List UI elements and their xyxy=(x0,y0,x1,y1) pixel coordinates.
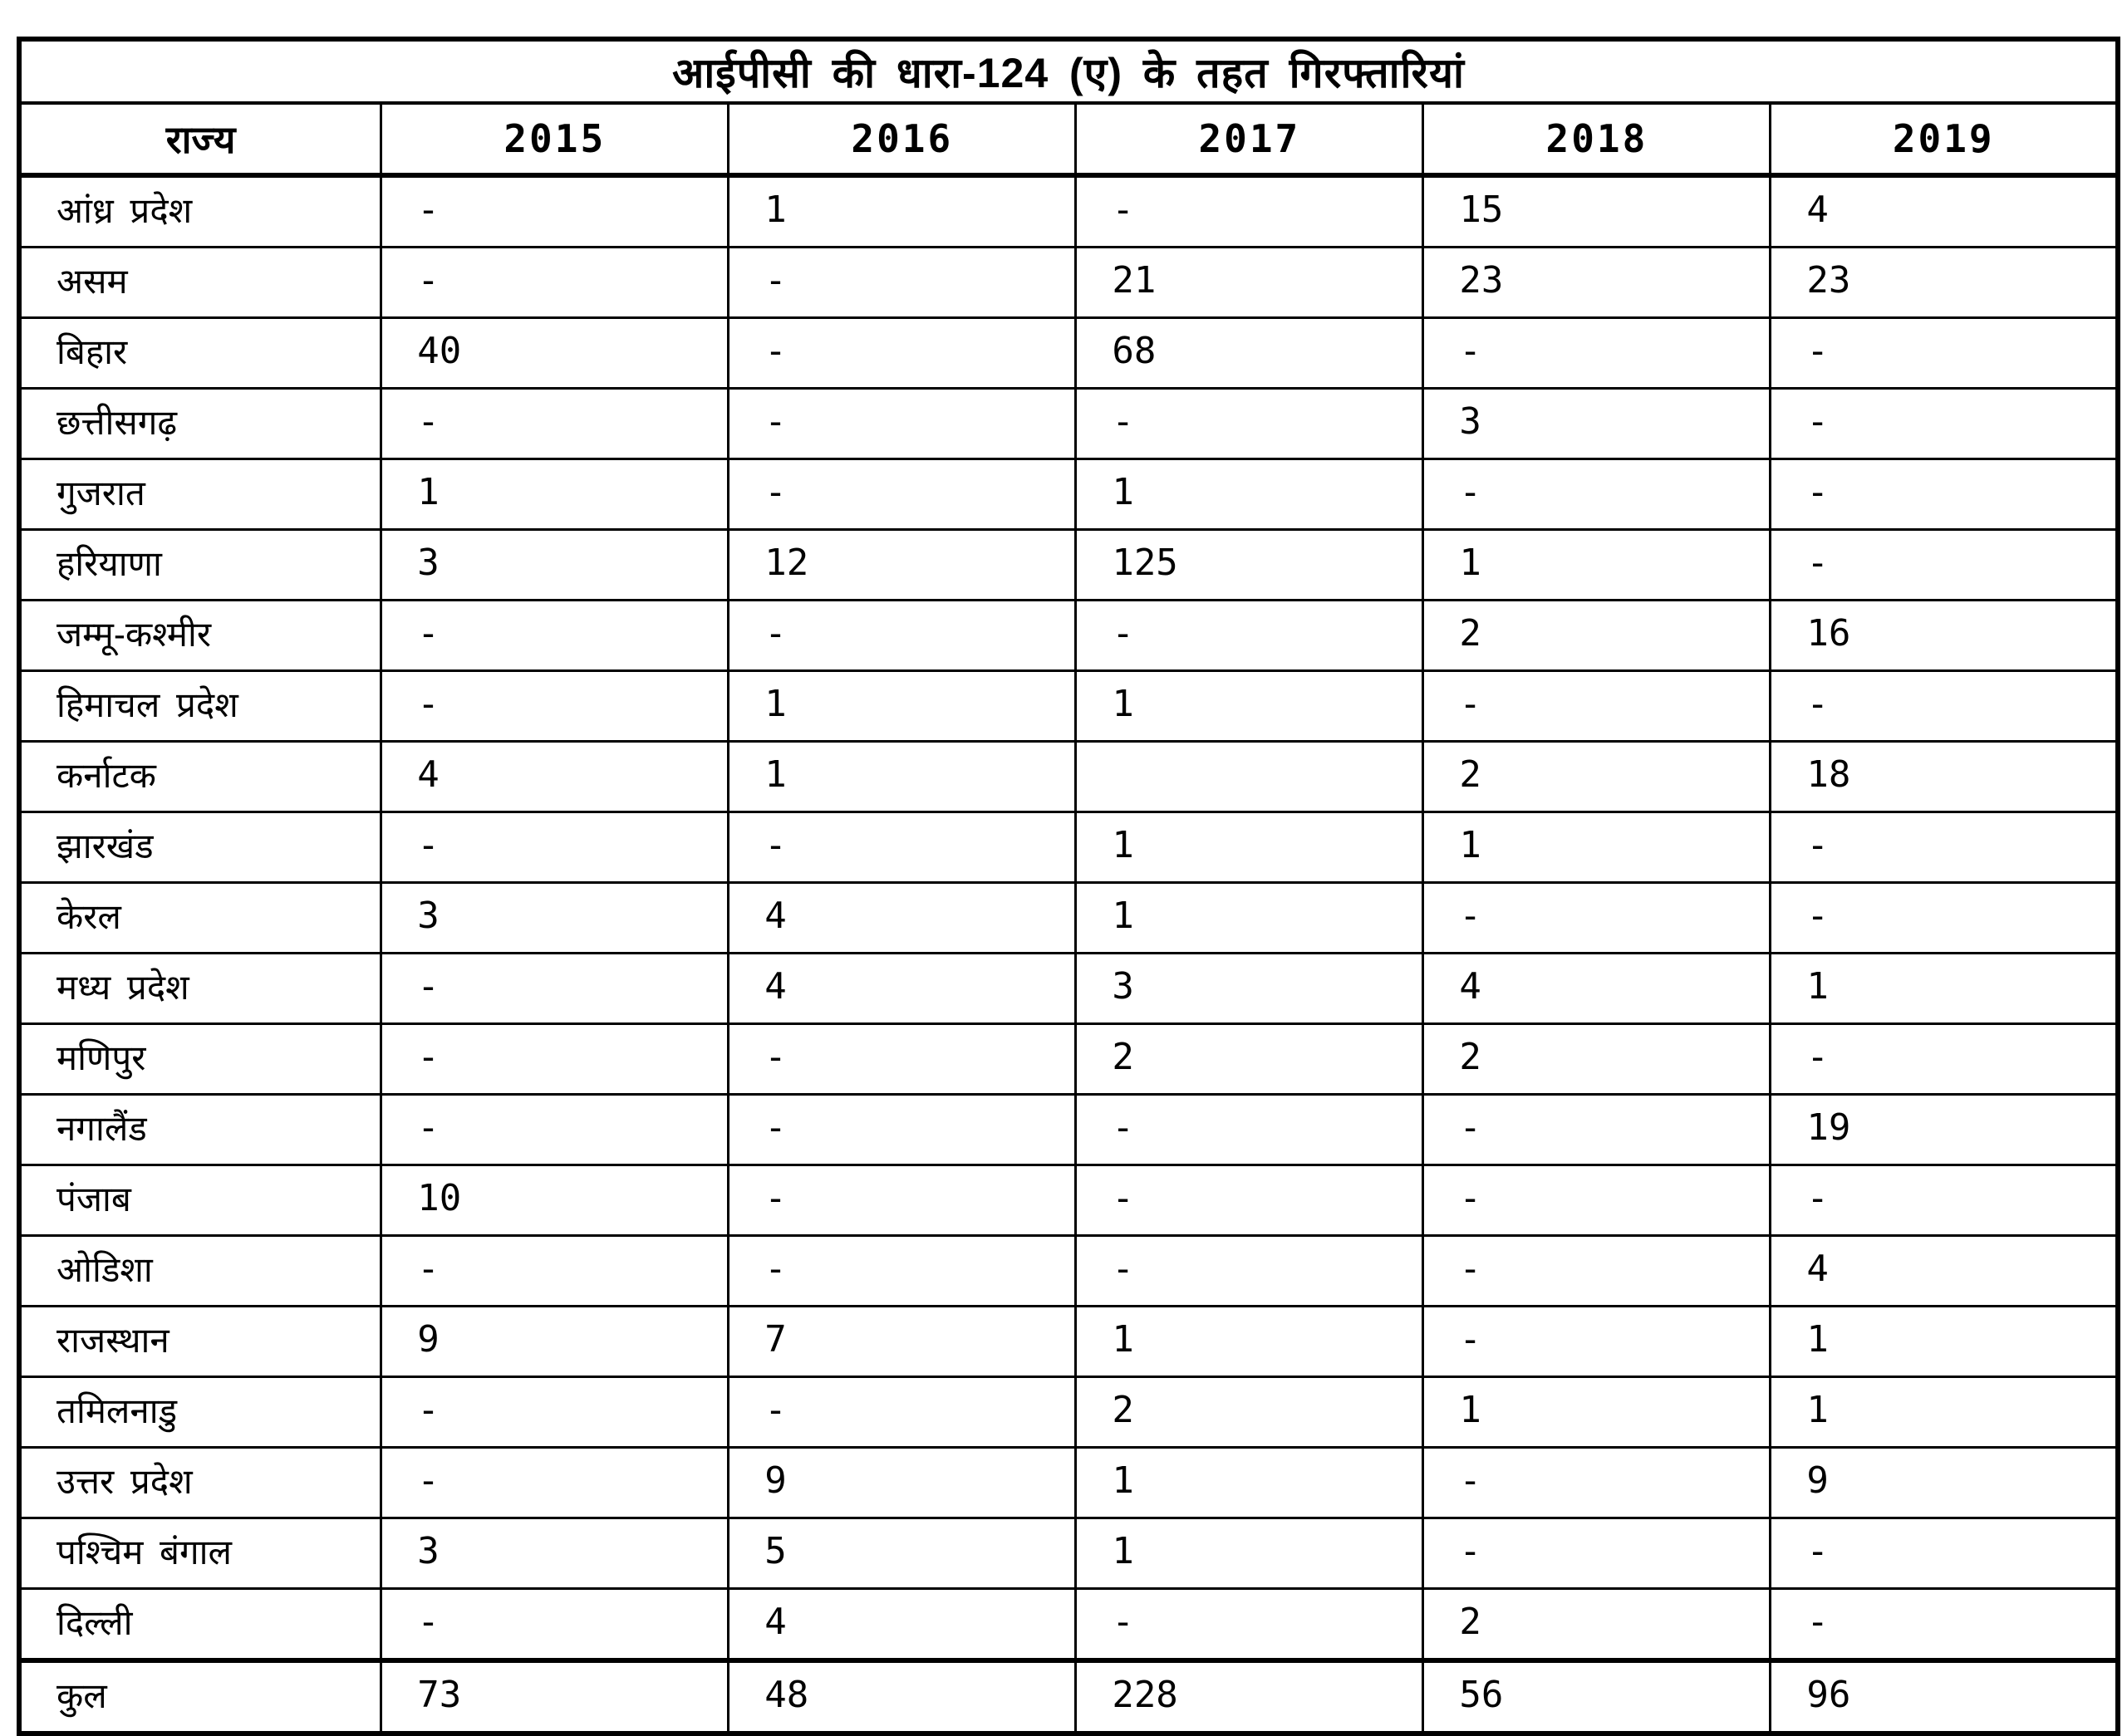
value-cell: - xyxy=(729,389,1076,459)
value-cell: 1 xyxy=(1076,883,1423,954)
table-row xyxy=(19,459,2118,530)
value-cell: - xyxy=(729,601,1076,671)
value-cell: - xyxy=(381,812,729,883)
value-cell: 3 xyxy=(1076,954,1423,1024)
value-cell: 2 xyxy=(1423,1589,1771,1661)
state-cell: जम्मू-कश्मीर xyxy=(19,601,381,671)
total-row xyxy=(19,1660,2118,1734)
value-cell: - xyxy=(1423,1518,1771,1589)
table-row xyxy=(19,671,2118,742)
value-cell: - xyxy=(729,248,1076,318)
state-cell: ओडिशा xyxy=(19,1236,381,1307)
value-cell: - xyxy=(381,389,729,459)
value-cell: 1 xyxy=(1423,812,1771,883)
value-cell: 23 xyxy=(1423,248,1771,318)
table-row xyxy=(19,1165,2118,1236)
value-cell: 16 xyxy=(1771,601,2118,671)
table-row xyxy=(19,742,2118,812)
value-cell: 1 xyxy=(1423,530,1771,601)
value-cell: - xyxy=(1771,530,2118,601)
value-cell: 228 xyxy=(1076,1660,1423,1734)
value-cell: - xyxy=(1771,883,2118,954)
state-cell: असम xyxy=(19,248,381,318)
value-cell: 1 xyxy=(1076,459,1423,530)
value-cell: - xyxy=(381,175,729,248)
value-cell: - xyxy=(1423,318,1771,389)
value-cell: - xyxy=(1771,671,2118,742)
value-cell: - xyxy=(1771,1165,2118,1236)
value-cell: 2 xyxy=(1076,1377,1423,1448)
value-cell: 2 xyxy=(1076,1024,1423,1095)
value-cell: 4 xyxy=(729,883,1076,954)
value-cell: - xyxy=(1076,389,1423,459)
value-cell: 1 xyxy=(1076,1518,1423,1589)
table-row xyxy=(19,248,2118,318)
value-cell: 9 xyxy=(729,1448,1076,1518)
state-cell: पश्चिम बंगाल xyxy=(19,1518,381,1589)
value-cell: - xyxy=(729,812,1076,883)
value-cell: - xyxy=(381,671,729,742)
value-cell: 4 xyxy=(729,1589,1076,1661)
value-cell: - xyxy=(1423,883,1771,954)
value-cell: 3 xyxy=(381,883,729,954)
table-row xyxy=(19,812,2118,883)
value-cell: 3 xyxy=(381,530,729,601)
value-cell: 4 xyxy=(1423,954,1771,1024)
state-cell: उत्तर प्रदेश xyxy=(19,1448,381,1518)
value-cell: - xyxy=(1771,459,2118,530)
table-row xyxy=(19,1518,2118,1589)
value-cell: - xyxy=(729,459,1076,530)
state-cell: बिहार xyxy=(19,318,381,389)
value-cell: 19 xyxy=(1771,1095,2118,1165)
table-row xyxy=(19,389,2118,459)
table-title: आईपीसी की धारा-124 (ए) के तहत गिरफ्तारियां xyxy=(19,39,2118,103)
value-cell: - xyxy=(1771,1518,2118,1589)
value-cell: - xyxy=(1423,1165,1771,1236)
title-row xyxy=(19,39,2118,103)
state-cell: गुजरात xyxy=(19,459,381,530)
value-cell: 1 xyxy=(1771,1377,2118,1448)
value-cell: - xyxy=(381,1095,729,1165)
table-row xyxy=(19,175,2118,248)
value-cell: 1 xyxy=(1076,671,1423,742)
value-cell: 1 xyxy=(381,459,729,530)
value-cell: 1 xyxy=(729,175,1076,248)
value-cell: - xyxy=(1771,812,2118,883)
table-row xyxy=(19,954,2118,1024)
value-cell: 1 xyxy=(1423,1377,1771,1448)
state-cell: केरल xyxy=(19,883,381,954)
value-cell: - xyxy=(381,601,729,671)
state-cell: छत्तीसगढ़ xyxy=(19,389,381,459)
table-row xyxy=(19,1307,2118,1377)
arrests-table xyxy=(17,37,2120,1736)
state-cell: नगालैंड xyxy=(19,1095,381,1165)
value-cell: 125 xyxy=(1076,530,1423,601)
header-row xyxy=(19,103,2118,175)
value-cell: 96 xyxy=(1771,1660,2118,1734)
state-cell: कुल xyxy=(19,1660,381,1734)
value-cell: 3 xyxy=(381,1518,729,1589)
value-cell: - xyxy=(1771,389,2118,459)
value-cell: 40 xyxy=(381,318,729,389)
value-cell: 2 xyxy=(1423,601,1771,671)
table-row xyxy=(19,1448,2118,1518)
value-cell: - xyxy=(1423,1095,1771,1165)
value-cell: 4 xyxy=(381,742,729,812)
value-cell: - xyxy=(381,1236,729,1307)
value-cell: - xyxy=(381,248,729,318)
value-cell: 23 xyxy=(1771,248,2118,318)
state-cell: हरियाणा xyxy=(19,530,381,601)
value-cell: 1 xyxy=(729,671,1076,742)
value-cell: - xyxy=(1771,1589,2118,1661)
value-cell: 7 xyxy=(729,1307,1076,1377)
table-body xyxy=(19,175,2118,1734)
value-cell: 4 xyxy=(1771,175,2118,248)
value-cell: 73 xyxy=(381,1660,729,1734)
state-cell: झारखंड xyxy=(19,812,381,883)
value-cell: - xyxy=(381,1377,729,1448)
column-header-state: राज्य xyxy=(19,103,381,175)
value-cell: - xyxy=(381,1024,729,1095)
table-row xyxy=(19,1236,2118,1307)
state-cell: राजस्थान xyxy=(19,1307,381,1377)
value-cell: - xyxy=(1771,1024,2118,1095)
value-cell: 3 xyxy=(1423,389,1771,459)
table-row xyxy=(19,318,2118,389)
table-row xyxy=(19,1095,2118,1165)
value-cell: 56 xyxy=(1423,1660,1771,1734)
value-cell: 4 xyxy=(1771,1236,2118,1307)
state-cell: आंध्र प्रदेश xyxy=(19,175,381,248)
value-cell: 1 xyxy=(1771,954,2118,1024)
value-cell: - xyxy=(1423,1236,1771,1307)
state-cell: हिमाचल प्रदेश xyxy=(19,671,381,742)
value-cell: 18 xyxy=(1771,742,2118,812)
value-cell: 4 xyxy=(729,954,1076,1024)
value-cell: - xyxy=(729,318,1076,389)
table-row xyxy=(19,883,2118,954)
value-cell: - xyxy=(1076,1165,1423,1236)
value-cell: - xyxy=(1076,1589,1423,1661)
table-row xyxy=(19,1024,2118,1095)
state-cell: दिल्ली xyxy=(19,1589,381,1661)
value-cell: 1 xyxy=(1076,1448,1423,1518)
value-cell: 21 xyxy=(1076,248,1423,318)
value-cell: 2 xyxy=(1423,742,1771,812)
value-cell: - xyxy=(381,954,729,1024)
value-cell: 9 xyxy=(1771,1448,2118,1518)
value-cell: - xyxy=(1771,318,2118,389)
column-header-year-2017: 2017 xyxy=(1076,103,1423,175)
value-cell: 15 xyxy=(1423,175,1771,248)
state-cell: पंजाब xyxy=(19,1165,381,1236)
state-cell: मध्य प्रदेश xyxy=(19,954,381,1024)
value-cell: - xyxy=(1076,175,1423,248)
value-cell: - xyxy=(381,1589,729,1661)
value-cell: - xyxy=(1076,1236,1423,1307)
value-cell: 2 xyxy=(1423,1024,1771,1095)
value-cell: 1 xyxy=(729,742,1076,812)
arrests-table-container xyxy=(17,37,2120,1736)
value-cell: 1 xyxy=(1076,812,1423,883)
value-cell: - xyxy=(729,1236,1076,1307)
table-row xyxy=(19,530,2118,601)
value-cell: - xyxy=(1423,459,1771,530)
state-cell: कर्नाटक xyxy=(19,742,381,812)
value-cell: 68 xyxy=(1076,318,1423,389)
value-cell: - xyxy=(729,1024,1076,1095)
table-row xyxy=(19,1377,2118,1448)
value-cell: - xyxy=(1423,671,1771,742)
table-row xyxy=(19,1589,2118,1661)
column-header-year-2019: 2019 xyxy=(1771,103,2118,175)
state-cell: मणिपुर xyxy=(19,1024,381,1095)
column-header-year-2018: 2018 xyxy=(1423,103,1771,175)
value-cell: - xyxy=(1423,1307,1771,1377)
value-cell: - xyxy=(729,1095,1076,1165)
value-cell: 1 xyxy=(1771,1307,2118,1377)
value-cell: 5 xyxy=(729,1518,1076,1589)
table-row xyxy=(19,601,2118,671)
value-cell: - xyxy=(1076,601,1423,671)
value-cell: 10 xyxy=(381,1165,729,1236)
value-cell: - xyxy=(381,1448,729,1518)
value-cell: 12 xyxy=(729,530,1076,601)
value-cell: 1 xyxy=(1076,1307,1423,1377)
column-header-year-2016: 2016 xyxy=(729,103,1076,175)
value-cell xyxy=(1076,742,1423,812)
value-cell: 48 xyxy=(729,1660,1076,1734)
state-cell: तमिलनाडु xyxy=(19,1377,381,1448)
value-cell: - xyxy=(729,1165,1076,1236)
value-cell: - xyxy=(1076,1095,1423,1165)
value-cell: 9 xyxy=(381,1307,729,1377)
value-cell: - xyxy=(729,1377,1076,1448)
value-cell: - xyxy=(1423,1448,1771,1518)
column-header-year-2015: 2015 xyxy=(381,103,729,175)
